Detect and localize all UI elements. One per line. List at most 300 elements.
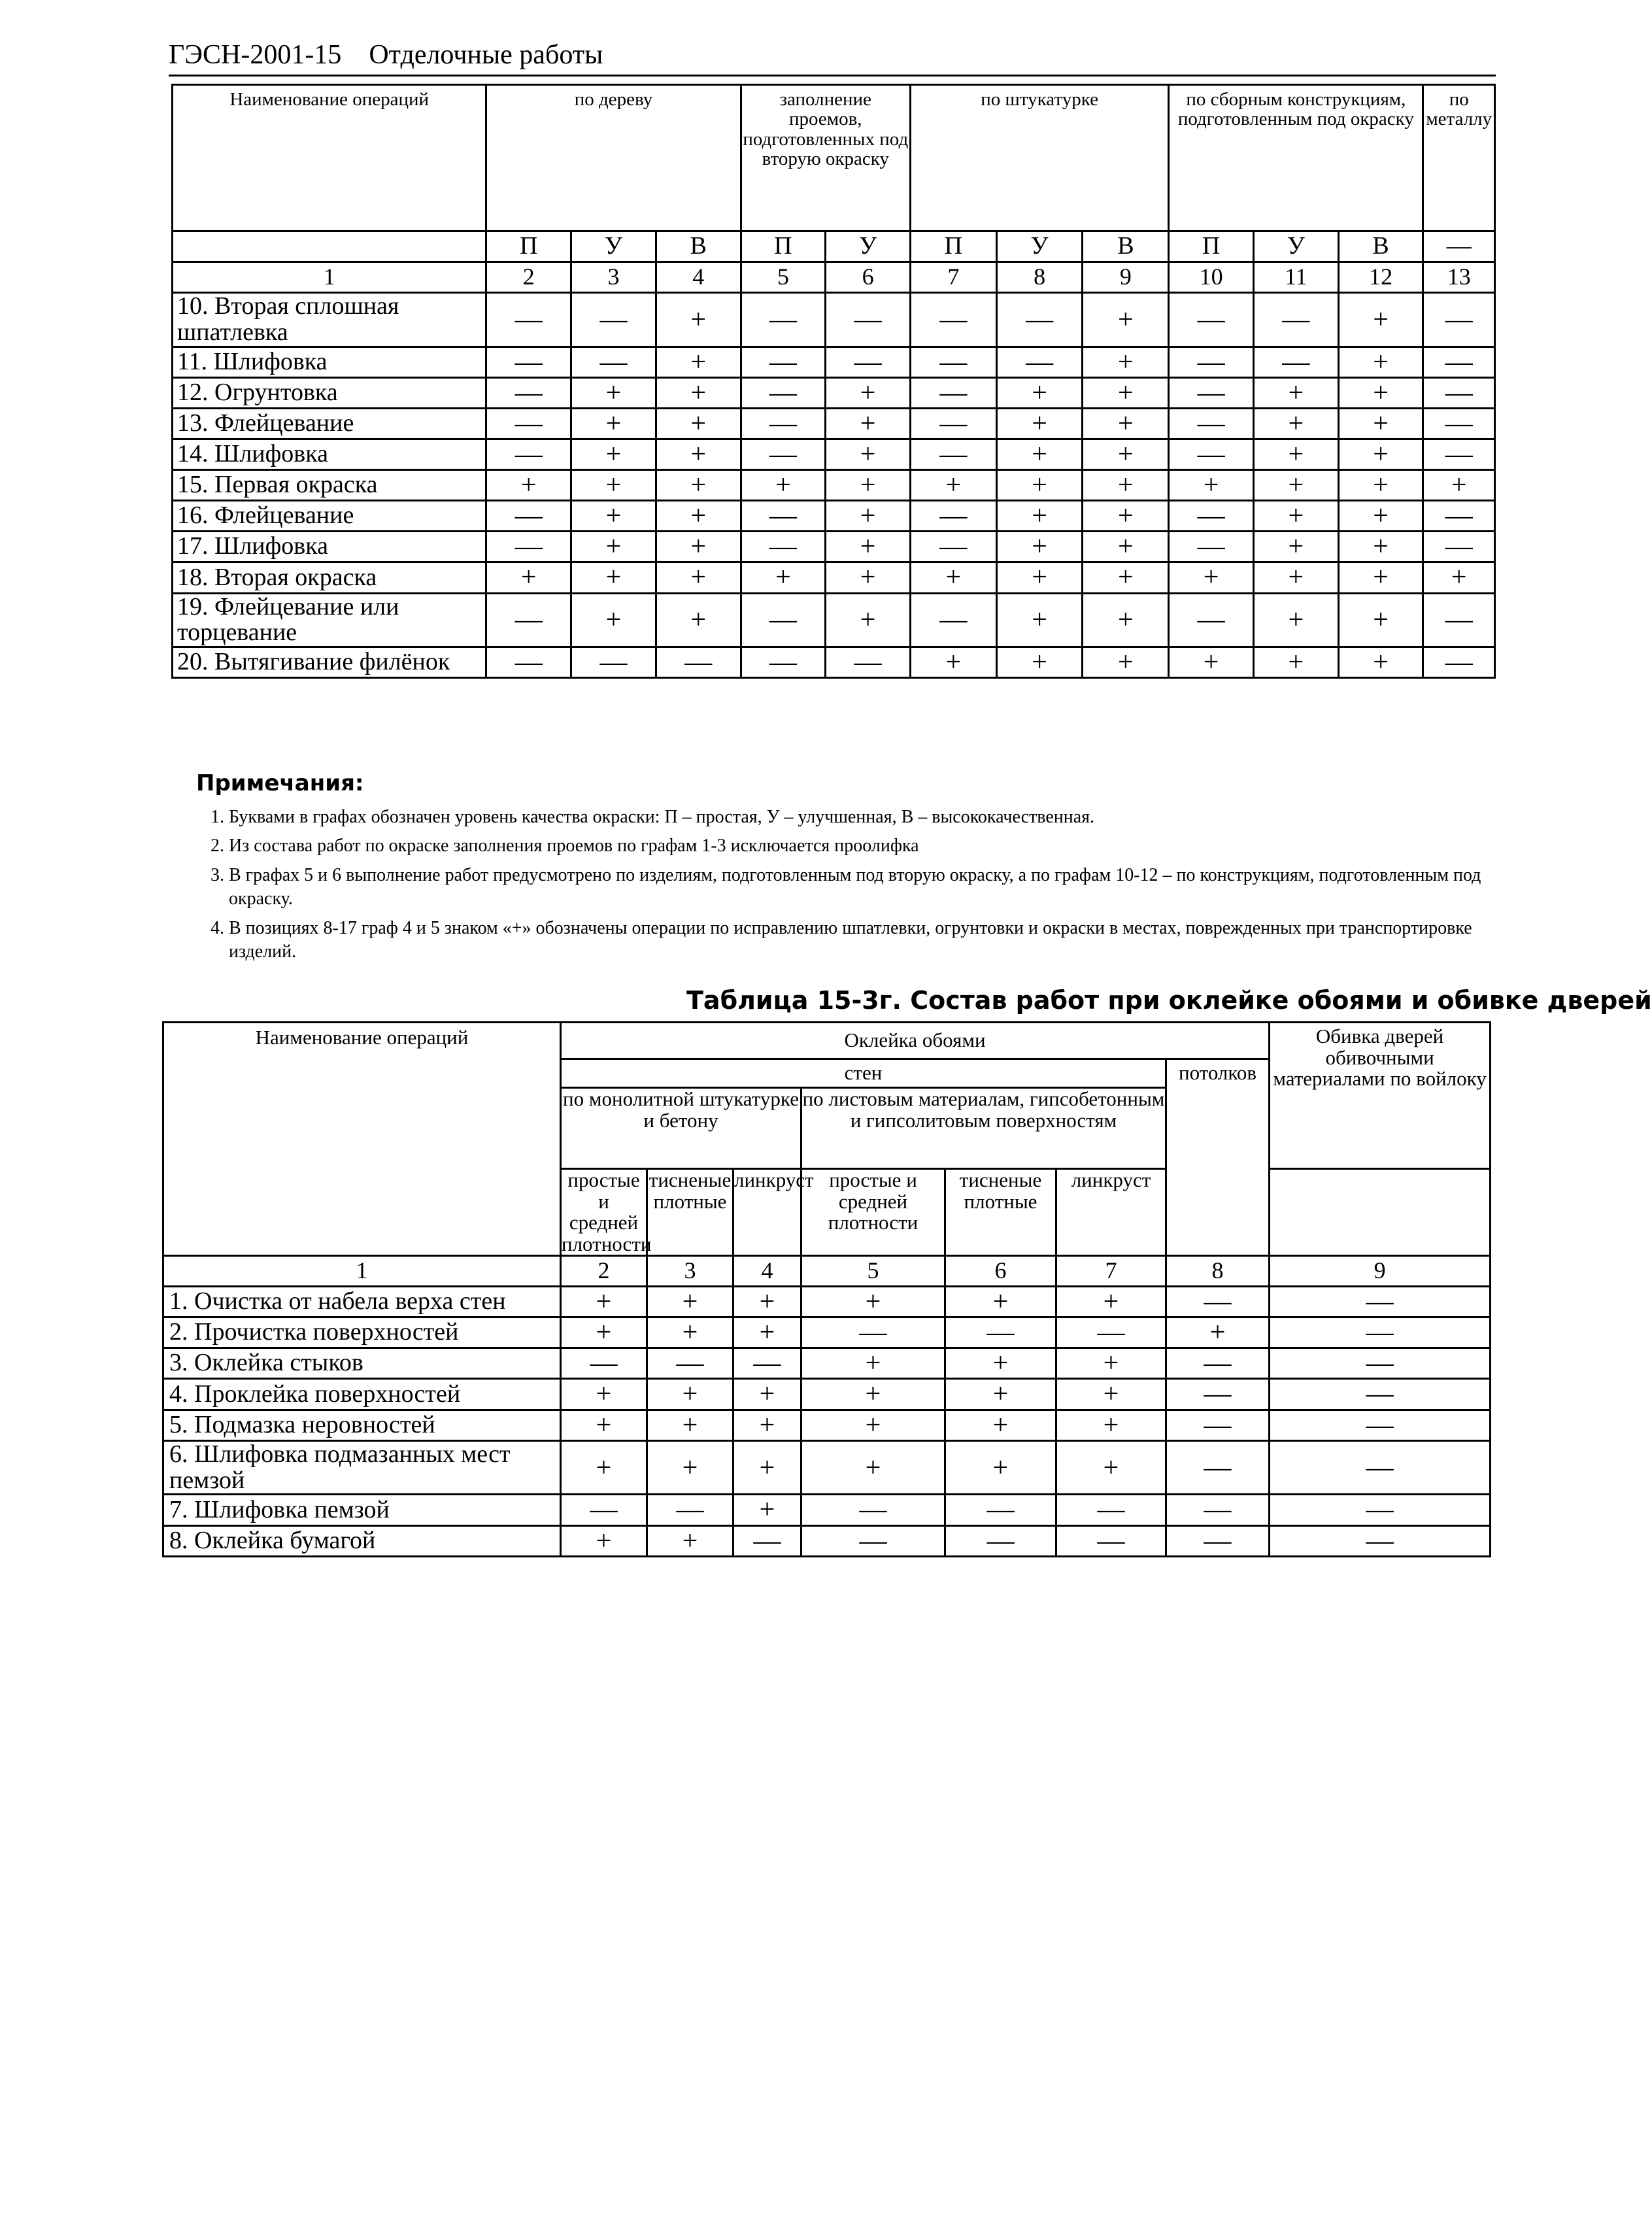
table-cell: + <box>1083 439 1169 470</box>
t2-col-number: 2 <box>561 1256 647 1287</box>
table-cell: + <box>1083 562 1169 593</box>
table-cell: — <box>1169 293 1254 347</box>
t2-col-number: 3 <box>647 1256 733 1287</box>
table-cell: — <box>741 347 826 377</box>
table-cell: — <box>1270 1287 1491 1317</box>
table-cell: + <box>656 347 741 377</box>
table-cell: — <box>741 293 826 347</box>
table-cell: — <box>910 593 996 647</box>
t2-header-embossed: тисненые плотные <box>945 1169 1056 1256</box>
table-cell: + <box>996 408 1083 439</box>
t2-header-doors: Обивка дверей обивочными материалами по войлоку <box>1270 1023 1491 1169</box>
table-row <box>163 1379 1491 1410</box>
table-cell: + <box>1338 593 1423 647</box>
table-cell: — <box>1423 293 1495 347</box>
table-cell: — <box>945 1525 1056 1556</box>
t2-header-embossed: тисненые плотные <box>647 1169 733 1256</box>
t1-level: В <box>1083 231 1169 262</box>
note-item: 3. В графах 5 и 6 выполнение работ предусмотрено по изделиям, подготовленным под вторую окраску, а по графам 10-12 – по конструкциям, подготовленным под окраску. <box>229 864 1497 911</box>
table-cell: — <box>571 293 656 347</box>
operation-name: 18. Вторая окраска <box>173 562 486 593</box>
table-cell: — <box>486 532 571 562</box>
table-cell: + <box>571 408 656 439</box>
table-cell: + <box>1338 408 1423 439</box>
t1-level-blank <box>173 231 486 262</box>
operation-name: 10. Вторая сплошная шпатлевка <box>173 293 486 347</box>
table-cell: + <box>571 470 656 501</box>
table-cell: — <box>1423 593 1495 647</box>
table-cell: + <box>1169 562 1254 593</box>
t1-col-number: 2 <box>486 262 571 293</box>
table-cell: + <box>1253 593 1338 647</box>
table-cell: — <box>1423 347 1495 377</box>
document-code: ГЭСН-2001-15 <box>169 40 342 70</box>
table-row <box>163 1348 1491 1379</box>
t2-col-number: 5 <box>801 1256 945 1287</box>
table-row <box>173 501 1495 532</box>
table-cell: + <box>571 562 656 593</box>
table-row <box>173 470 1495 501</box>
table-cell: + <box>826 377 911 408</box>
table-cell: — <box>910 501 996 532</box>
table-cell: + <box>733 1287 801 1317</box>
table-cell: — <box>1169 439 1254 470</box>
table-cell: + <box>1253 532 1338 562</box>
table-cell: — <box>561 1495 647 1525</box>
table-cell: + <box>561 1440 647 1495</box>
operation-name: 17. Шлифовка <box>173 532 486 562</box>
t2-header-walls: стен <box>561 1059 1166 1088</box>
table-cell: — <box>996 347 1083 377</box>
operation-name: 4. Проклейка поверхностей <box>163 1379 561 1410</box>
t1-col-number: 13 <box>1423 262 1495 293</box>
operation-name: 2. Прочистка поверхностей <box>163 1317 561 1348</box>
table-cell: + <box>733 1440 801 1495</box>
note-item: 4. В позициях 8-17 граф 4 и 5 знаком «+» обозначены операции по исправлению шпатлевки, огрунтовки и окраски в местах, поврежденных при транспортировке изделий. <box>229 917 1497 964</box>
table-cell: — <box>561 1348 647 1379</box>
table-row <box>173 439 1495 470</box>
table-cell: + <box>561 1317 647 1348</box>
table-row <box>173 647 1495 678</box>
table-cell: + <box>996 562 1083 593</box>
operation-name: 11. Шлифовка <box>173 347 486 377</box>
table-cell: + <box>733 1495 801 1525</box>
t1-header-metal: по металлу <box>1423 85 1495 231</box>
table-cell: + <box>486 470 571 501</box>
table-cell: — <box>1056 1495 1166 1525</box>
t1-level: У <box>571 231 656 262</box>
table-cell: — <box>1166 1410 1270 1440</box>
t1-numbers-row <box>173 262 1495 293</box>
table-row <box>173 293 1495 347</box>
table-cell: + <box>1423 562 1495 593</box>
table-row <box>163 1287 1491 1317</box>
table-cell: + <box>996 647 1083 678</box>
t1-level: П <box>910 231 996 262</box>
table-cell: + <box>996 439 1083 470</box>
table-cell: — <box>486 593 571 647</box>
table-cell: — <box>945 1317 1056 1348</box>
table-cell: + <box>910 470 996 501</box>
table-cell: — <box>571 347 656 377</box>
t1-col-number: 11 <box>1253 262 1338 293</box>
table-cell: + <box>733 1410 801 1440</box>
table-cell: + <box>1083 501 1169 532</box>
table-cell: — <box>486 347 571 377</box>
table-cell: + <box>826 470 911 501</box>
table-cell: + <box>741 562 826 593</box>
table-cell: — <box>1270 1410 1491 1440</box>
table-cell: + <box>826 501 911 532</box>
table-cell: — <box>733 1525 801 1556</box>
table-cell: + <box>656 562 741 593</box>
table-cell: — <box>910 293 996 347</box>
table-cell: + <box>826 562 911 593</box>
notes-section <box>196 770 1497 969</box>
table-cell: — <box>1253 293 1338 347</box>
table-cell: + <box>996 501 1083 532</box>
table-cell: — <box>910 532 996 562</box>
t1-level: У <box>996 231 1083 262</box>
operation-name: 12. Огрунтовка <box>173 377 486 408</box>
table-cell: + <box>1423 470 1495 501</box>
table-cell: — <box>741 532 826 562</box>
t2-header-wallpaper: Оклейка обоями <box>561 1023 1270 1059</box>
t1-col-number: 1 <box>173 262 486 293</box>
table-cell: — <box>733 1348 801 1379</box>
operation-name: 6. Шлифовка подмазанных мест пемзой <box>163 1440 561 1495</box>
section-title: Отделочные работы <box>369 40 603 70</box>
table-cell: + <box>945 1348 1056 1379</box>
table-cell: — <box>1169 501 1254 532</box>
t2-header-simple: простые и средней плотности <box>801 1169 945 1256</box>
table-cell: + <box>656 293 741 347</box>
table-row <box>163 1410 1491 1440</box>
t2-header-simple: простые и средней плотности <box>562 1168 652 1255</box>
t2-col-number: 8 <box>1166 1256 1270 1287</box>
table-cell: + <box>801 1379 945 1410</box>
t1-header-wood: по дереву <box>486 85 741 231</box>
table-cell: + <box>1083 293 1169 347</box>
t2-numbers-row <box>163 1256 1491 1287</box>
table-cell: + <box>656 408 741 439</box>
table-cell: — <box>801 1525 945 1556</box>
table-cell: — <box>1056 1317 1166 1348</box>
t1-level: — <box>1423 231 1495 262</box>
table-cell: + <box>1338 377 1423 408</box>
table-cell: — <box>1166 1440 1270 1495</box>
note-item: 2. Из состава работ по окраске заполнения проемов по графам 1-3 исключается проолифка <box>229 834 1497 858</box>
table-cell: + <box>801 1440 945 1495</box>
table-cell: — <box>1270 1317 1491 1348</box>
table-cell: — <box>1423 532 1495 562</box>
operation-name: 7. Шлифовка пемзой <box>163 1495 561 1525</box>
table-cell: + <box>1056 1287 1166 1317</box>
table-cell: — <box>486 408 571 439</box>
table-cell: + <box>647 1317 733 1348</box>
table-cell: + <box>1338 470 1423 501</box>
table-cell: — <box>741 501 826 532</box>
table-cell: + <box>647 1525 733 1556</box>
table-cell: — <box>826 293 911 347</box>
t1-col-number: 3 <box>571 262 656 293</box>
table-cell: — <box>1270 1348 1491 1379</box>
table-cell: + <box>826 408 911 439</box>
table-cell: + <box>1083 377 1169 408</box>
t2-col-number: 1 <box>163 1256 561 1287</box>
table-cell: + <box>741 470 826 501</box>
t1-col-number: 6 <box>826 262 911 293</box>
table-cell: + <box>826 532 911 562</box>
t1-level: У <box>826 231 911 262</box>
table-cell: — <box>1166 1348 1270 1379</box>
t1-header-prefab: по сборным конструкциям, подготовленным под окраску <box>1169 85 1423 231</box>
table-cell: — <box>1270 1525 1491 1556</box>
table-cell: + <box>561 1410 647 1440</box>
table-cell: — <box>1166 1287 1270 1317</box>
t2-header-lincrusta: линкруст <box>1056 1169 1166 1256</box>
table-cell: — <box>1166 1495 1270 1525</box>
table-cell: + <box>945 1410 1056 1440</box>
t1-level: П <box>1169 231 1254 262</box>
table-cell: — <box>1169 532 1254 562</box>
t1-header-openings: заполнение проемов, подготовленных под вторую окраску <box>741 85 910 231</box>
t1-level: В <box>1338 231 1423 262</box>
t2-col-number: 9 <box>1270 1256 1491 1287</box>
notes-title: Примечания: <box>196 770 364 796</box>
t2-header-blank <box>1270 1169 1491 1256</box>
table-cell: + <box>647 1287 733 1317</box>
table-cell: — <box>1423 647 1495 678</box>
t1-col-number: 12 <box>1338 262 1423 293</box>
table-cell: — <box>571 647 656 678</box>
table-cell: + <box>561 1379 647 1410</box>
table-cell: — <box>741 377 826 408</box>
table-cell: — <box>486 501 571 532</box>
table-title: Таблица 15-3г. Состав работ при оклейке обоями и обивке дверей <box>686 986 1652 1015</box>
table-row <box>173 532 1495 562</box>
table-cell: — <box>1423 501 1495 532</box>
table-cell: — <box>1169 408 1254 439</box>
table-cell: + <box>571 501 656 532</box>
t1-header-name: Наименование операций <box>173 85 486 231</box>
table-cell: + <box>1056 1410 1166 1440</box>
table-cell: + <box>1338 532 1423 562</box>
table-cell: + <box>1253 439 1338 470</box>
table-cell: — <box>945 1495 1056 1525</box>
table-cell: — <box>741 647 826 678</box>
t1-level: П <box>741 231 826 262</box>
table-cell: + <box>656 439 741 470</box>
table-cell: + <box>1083 408 1169 439</box>
page-header <box>169 39 1496 71</box>
table-cell: + <box>1338 439 1423 470</box>
t1-level: П <box>486 231 571 262</box>
operation-name: 14. Шлифовка <box>173 439 486 470</box>
table-cell: + <box>1056 1379 1166 1410</box>
table-row <box>163 1495 1491 1525</box>
table-cell: + <box>1338 293 1423 347</box>
table-cell: + <box>1169 470 1254 501</box>
table-cell: + <box>1083 593 1169 647</box>
table-cell: + <box>1253 562 1338 593</box>
table-row <box>173 593 1495 647</box>
table-cell: + <box>1083 470 1169 501</box>
table-cell: + <box>486 562 571 593</box>
table-cell: + <box>1253 647 1338 678</box>
operations-table-painting <box>171 84 1496 679</box>
t2-header-ceilings: потолков <box>1166 1059 1270 1256</box>
table-cell: — <box>741 408 826 439</box>
table-cell: — <box>1270 1495 1491 1525</box>
table-cell: — <box>910 439 996 470</box>
table-cell: — <box>1423 439 1495 470</box>
table-cell: — <box>1169 347 1254 377</box>
t2-col-number: 4 <box>733 1256 801 1287</box>
table-cell: + <box>656 532 741 562</box>
table-cell: + <box>996 470 1083 501</box>
table-cell: + <box>801 1287 945 1317</box>
table-cell: + <box>1253 377 1338 408</box>
table-cell: + <box>733 1379 801 1410</box>
table-cell: — <box>1169 593 1254 647</box>
table-cell: + <box>1338 347 1423 377</box>
t1-col-number: 4 <box>656 262 741 293</box>
t1-col-number: 9 <box>1083 262 1169 293</box>
t2-header-monolithic: по монолитной штукатурке и бетону <box>561 1088 801 1169</box>
table-cell: + <box>571 439 656 470</box>
table-cell: — <box>1253 347 1338 377</box>
t1-header-plaster: по штукатурке <box>910 85 1168 231</box>
table-cell: — <box>1056 1525 1166 1556</box>
table-cell: — <box>656 647 741 678</box>
table-cell: + <box>1166 1317 1270 1348</box>
table-cell: — <box>1270 1440 1491 1495</box>
table-cell: + <box>733 1317 801 1348</box>
operation-name: 5. Подмазка неровностей <box>163 1410 561 1440</box>
operation-name: 16. Флейцевание <box>173 501 486 532</box>
operation-name: 8. Оклейка бумагой <box>163 1525 561 1556</box>
operation-name: 15. Первая окраска <box>173 470 486 501</box>
table-cell: + <box>571 593 656 647</box>
table-cell: + <box>647 1440 733 1495</box>
note-item: 1. Буквами в графах обозначен уровень качества окраски: П – простая, У – улучшенная, В – высококачественная. <box>229 806 1497 829</box>
table-cell: + <box>1338 562 1423 593</box>
table-cell: + <box>1083 647 1169 678</box>
table-cell: — <box>486 293 571 347</box>
table-cell: — <box>1270 1379 1491 1410</box>
table-cell: — <box>801 1317 945 1348</box>
notes-list <box>196 806 1497 964</box>
table-cell: + <box>826 439 911 470</box>
t2-header-name: Наименование операций <box>163 1023 561 1256</box>
t1-levels-row <box>173 231 1495 262</box>
table-cell: — <box>910 408 996 439</box>
table-cell: — <box>741 439 826 470</box>
table-cell: — <box>1423 377 1495 408</box>
table-cell: — <box>647 1348 733 1379</box>
table-cell: + <box>1338 501 1423 532</box>
table-cell: — <box>1166 1525 1270 1556</box>
table-cell: — <box>801 1495 945 1525</box>
table-cell: + <box>1338 647 1423 678</box>
table-cell: — <box>486 439 571 470</box>
operations-table-wallpaper <box>162 1021 1491 1557</box>
t1-level: У <box>1253 231 1338 262</box>
table-cell: — <box>826 347 911 377</box>
table-row <box>173 347 1495 377</box>
header-rule <box>169 75 1496 76</box>
table-cell: + <box>647 1410 733 1440</box>
table-cell: + <box>656 501 741 532</box>
t2-header-sheet: по листовым материалам, гипсобетонным и гипсолитовым поверхностям <box>801 1088 1166 1169</box>
table-row <box>163 1317 1491 1348</box>
table-row <box>173 408 1495 439</box>
t1-col-number: 7 <box>910 262 996 293</box>
t1-col-number: 5 <box>741 262 826 293</box>
table-cell: — <box>1169 377 1254 408</box>
table-cell: + <box>561 1287 647 1317</box>
t1-level: В <box>656 231 741 262</box>
table-cell: — <box>910 347 996 377</box>
table-cell: + <box>656 470 741 501</box>
table-cell: — <box>996 293 1083 347</box>
table-cell: + <box>656 377 741 408</box>
table-cell: + <box>996 532 1083 562</box>
t1-col-number: 10 <box>1169 262 1254 293</box>
table-cell: + <box>561 1525 647 1556</box>
t2-col-number: 6 <box>945 1256 1056 1287</box>
table-cell: + <box>1253 408 1338 439</box>
operation-name: 19. Флейцевание или торцевание <box>173 593 486 647</box>
table-row <box>163 1440 1491 1495</box>
table-cell: + <box>656 593 741 647</box>
table-cell: — <box>486 647 571 678</box>
table-cell: — <box>486 377 571 408</box>
t1-col-number: 8 <box>996 262 1083 293</box>
table-cell: + <box>1253 501 1338 532</box>
table-cell: + <box>826 593 911 647</box>
table-cell: — <box>741 593 826 647</box>
table-cell: + <box>996 593 1083 647</box>
table-cell: + <box>945 1379 1056 1410</box>
table-row <box>163 1525 1491 1556</box>
table-cell: + <box>647 1379 733 1410</box>
table-cell: + <box>1083 347 1169 377</box>
table-cell: + <box>1083 532 1169 562</box>
table-cell: + <box>1169 647 1254 678</box>
table-cell: — <box>1423 408 1495 439</box>
operation-name: 1. Очистка от набела верха стен <box>163 1287 561 1317</box>
table-cell: + <box>801 1348 945 1379</box>
t2-col-number: 7 <box>1056 1256 1166 1287</box>
table-cell: — <box>1166 1379 1270 1410</box>
table-cell: — <box>910 377 996 408</box>
table-cell: + <box>945 1287 1056 1317</box>
t2-header-lincrusta: линкруст <box>733 1169 801 1256</box>
operation-name: 3. Оклейка стыков <box>163 1348 561 1379</box>
table-cell: — <box>826 647 911 678</box>
table-cell: + <box>1056 1440 1166 1495</box>
table-cell: — <box>647 1495 733 1525</box>
table-cell: + <box>945 1440 1056 1495</box>
operation-name: 13. Флейцевание <box>173 408 486 439</box>
table-cell: + <box>910 647 996 678</box>
table-cell: + <box>571 532 656 562</box>
table-row <box>173 562 1495 593</box>
table-cell: + <box>910 562 996 593</box>
operation-name: 20. Вытягивание филёнок <box>173 647 486 678</box>
